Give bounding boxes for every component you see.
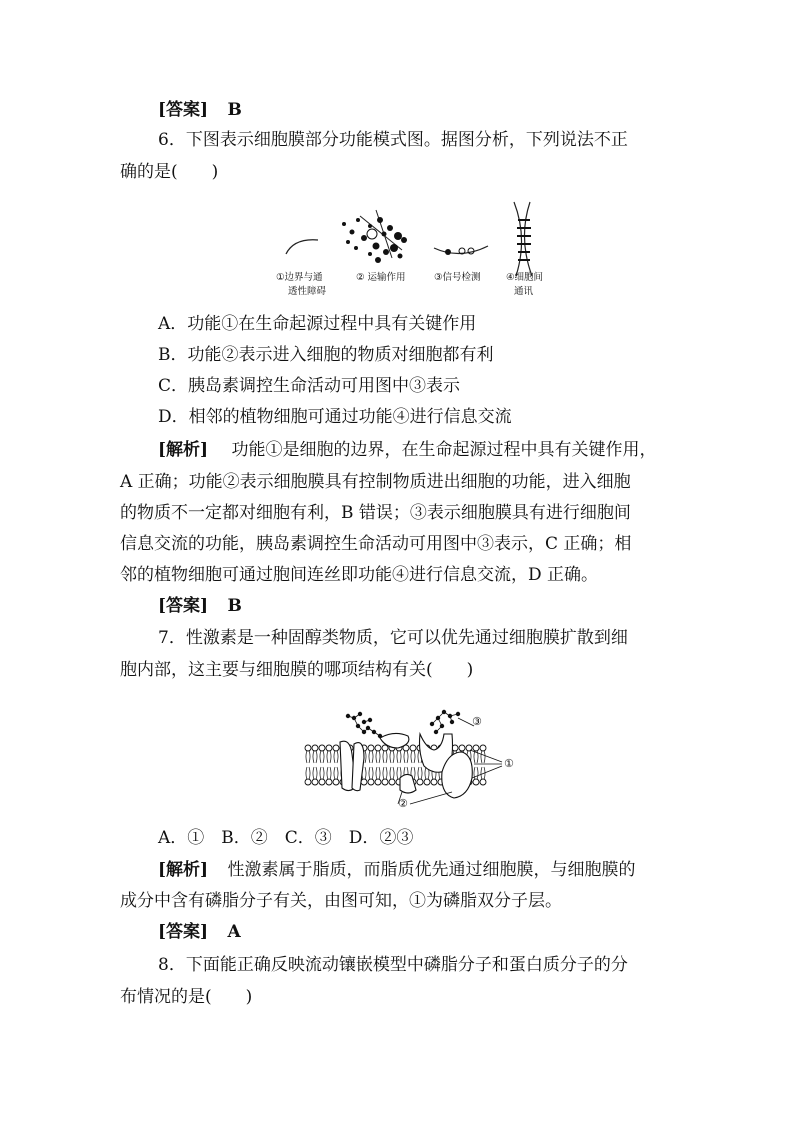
analysis-line: [解析] 功能①是细胞的边界，在生命起源过程中具有关键作用， xyxy=(158,440,657,460)
phospholipid-head xyxy=(333,767,339,785)
question-stem: 7．性激素是一种固醇类物质，它可以优先通过细胞膜扩散到细 xyxy=(158,628,628,648)
question-stem: 6．下图表示细胞膜部分功能模式图。据图分析，下列说法不正 xyxy=(158,130,628,150)
phospholipid-head xyxy=(326,767,332,785)
phospholipid-head xyxy=(368,745,374,763)
answer-line xyxy=(158,920,241,944)
answer-tag: [答案] xyxy=(158,100,209,120)
phospholipid-head xyxy=(389,767,395,785)
phospholipid-head xyxy=(305,767,311,785)
phospholipid-head xyxy=(382,767,388,785)
option-d: D．相邻的植物细胞可通过功能④进行信息交流 xyxy=(158,407,512,427)
phospholipid-head xyxy=(417,767,423,785)
analysis-line: 成分中含有磷脂分子有关，由图可知，①为磷脂双分子层。 xyxy=(120,891,562,911)
phospholipid-head xyxy=(305,745,311,763)
phospholipid-head xyxy=(382,745,388,763)
phospholipid-head xyxy=(375,745,381,763)
answer-tag: [答案] xyxy=(158,596,209,616)
figure-label: ③ xyxy=(472,715,482,728)
analysis-tag: [解析] xyxy=(158,860,209,880)
analysis-line: A 正确；功能②表示细胞膜具有控制物质进出细胞的功能，进入细胞 xyxy=(120,472,631,492)
answer-line xyxy=(158,594,242,618)
option-c: C．胰岛素调控生命活动可用图中③表示 xyxy=(158,376,461,396)
question-stem: 8．下面能正确反映流动镶嵌模型中磷脂分子和蛋白质分子的分 xyxy=(158,955,628,975)
analysis-line: 邻的植物细胞可通过胞间连丝即功能④进行信息交流，D 正确。 xyxy=(120,565,599,585)
question-stem: 布情况的是( ) xyxy=(120,987,253,1007)
question-stem: 胞内部，这主要与细胞膜的哪项结构有关( ) xyxy=(120,660,474,680)
phospholipid-head xyxy=(368,767,374,785)
figure-label: ② 运输作用 xyxy=(356,272,406,283)
phospholipid-head xyxy=(326,745,332,763)
figure-label: ② xyxy=(398,797,408,810)
figure-label: ① xyxy=(504,757,514,770)
phospholipid-head xyxy=(333,745,339,763)
analysis-line: 的物质不一定都对细胞有利，B 错误；③表示细胞膜具有进行细胞间 xyxy=(120,503,631,523)
phospholipid-head xyxy=(312,767,318,785)
analysis-line: 信息交流的功能，胰岛素调控生命活动可用图中③表示，C 正确；相 xyxy=(120,534,632,554)
phospholipid-head xyxy=(480,767,486,785)
phospholipid-head xyxy=(403,745,409,763)
answer-value: B xyxy=(227,596,242,616)
phospholipid-head xyxy=(319,767,325,785)
phospholipid-head xyxy=(312,745,318,763)
figure-label: 通讯 xyxy=(514,286,534,297)
figure-label: ①边界与通 xyxy=(276,272,323,283)
answer-value: A xyxy=(227,922,241,942)
answer-value: B xyxy=(227,100,242,120)
answer-line xyxy=(158,98,242,122)
analysis-line: [解析] 性激素属于脂质，而脂质优先通过细胞膜，与细胞膜的 xyxy=(158,860,636,880)
phospholipid-head xyxy=(319,745,325,763)
option-b: B．功能②表示进入细胞的物质对细胞都有利 xyxy=(158,345,494,365)
answer-tag: [答案] xyxy=(158,922,209,942)
phospholipid-head xyxy=(375,767,381,785)
options-line: A．① B．② C．③ D．②③ xyxy=(158,828,414,848)
figure-label: ③信号检测 xyxy=(434,272,481,283)
figure-label: ④细胞间 xyxy=(506,272,544,283)
option-a: A．功能①在生命起源过程中具有关键作用 xyxy=(158,314,477,334)
analysis-tag: [解析] xyxy=(158,440,209,460)
question-stem: 确的是( ) xyxy=(120,162,219,182)
phospholipid-head xyxy=(410,745,416,763)
phospholipid-head xyxy=(473,745,479,763)
figure-label: 透性障碍 xyxy=(288,286,327,297)
